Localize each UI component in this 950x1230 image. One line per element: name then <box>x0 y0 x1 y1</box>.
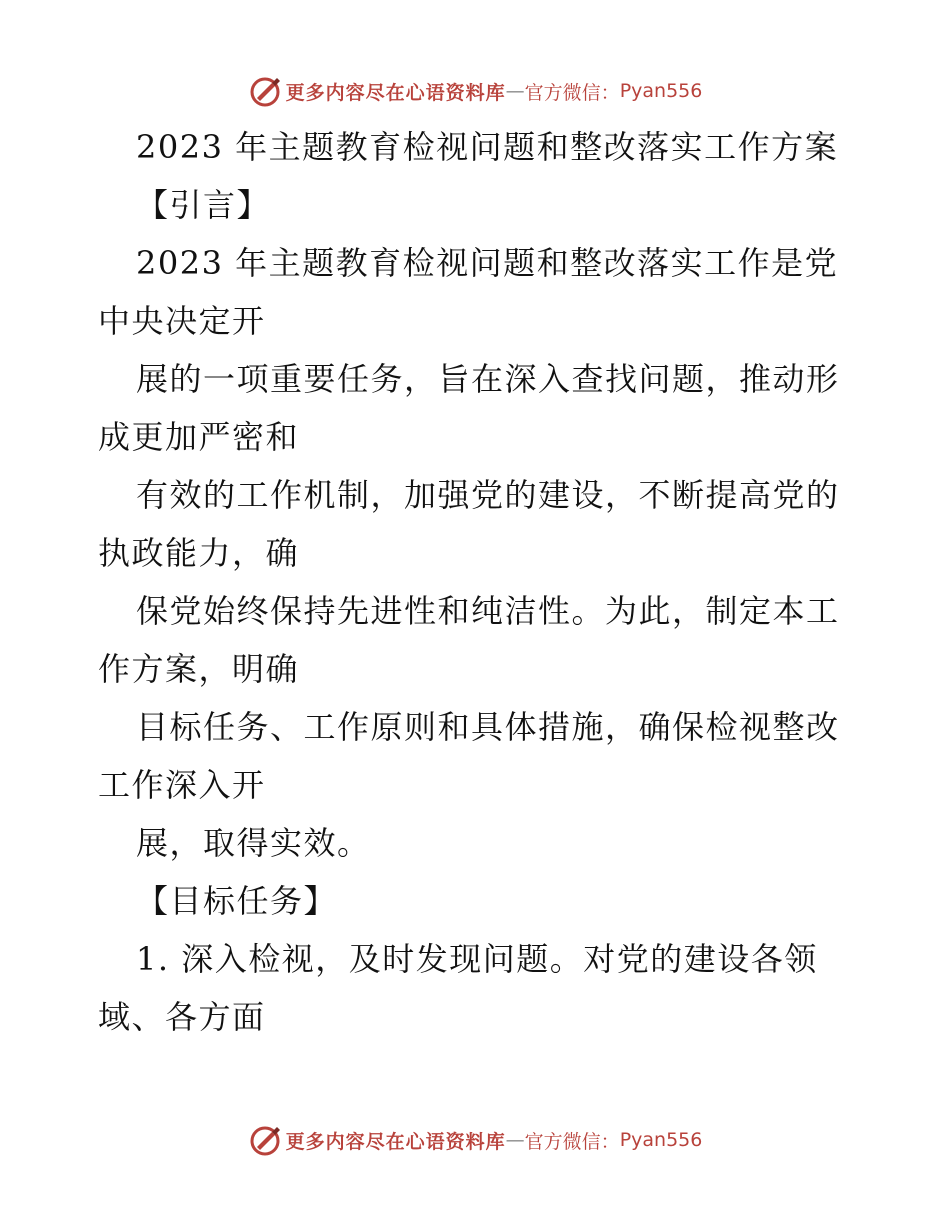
paragraph-line: 工作深入开 <box>98 766 266 804</box>
banner-brand: 更多内容尽在心语资料库 <box>285 1130 506 1153</box>
paragraph-line: 执政能力，确 <box>98 534 300 572</box>
section-heading-intro: 【引言】 <box>136 186 271 224</box>
pen-logo-icon <box>248 74 282 108</box>
list-item-line: 1. 深入检视，及时发现问题。对党的建设各领 <box>136 940 818 978</box>
paragraph-line: 有效的工作机制，加强党的建设，不断提高党的 <box>136 476 840 514</box>
paragraph-line: 作方案，明确 <box>98 650 300 688</box>
document-body <box>98 118 858 1046</box>
header-banner <box>0 71 950 111</box>
document-title: 2023 年主题教育检视问题和整改落实工作方案 <box>136 128 839 166</box>
paragraph-line: 保党始终保持先进性和纯洁性。为此，制定本工 <box>136 592 840 630</box>
paragraph-line: 展的一项重要任务，旨在深入查找问题，推动形 <box>136 360 840 398</box>
paragraph-line: 展，取得实效。 <box>136 824 371 862</box>
paragraph-line: 目标任务、工作原则和具体措施，确保检视整改 <box>136 708 840 746</box>
section-heading-goals: 【目标任务】 <box>136 882 338 920</box>
footer-banner <box>0 1120 950 1160</box>
banner-dash: — <box>505 1129 525 1151</box>
banner-wechat-id: Pyan556 <box>619 1129 703 1151</box>
list-item-line: 域、各方面 <box>98 998 266 1036</box>
paragraph-line: 2023 年主题教育检视问题和整改落实工作是党 <box>136 244 839 282</box>
pen-logo-icon <box>248 1123 282 1157</box>
banner-dash: — <box>505 80 525 102</box>
banner-wechat-id: Pyan556 <box>619 80 703 102</box>
banner-label: 官方微信： <box>524 1130 620 1153</box>
paragraph-line: 成更加严密和 <box>98 418 300 456</box>
banner-label: 官方微信： <box>524 81 620 104</box>
paragraph-line: 中央决定开 <box>98 302 266 340</box>
banner-brand: 更多内容尽在心语资料库 <box>285 81 506 104</box>
